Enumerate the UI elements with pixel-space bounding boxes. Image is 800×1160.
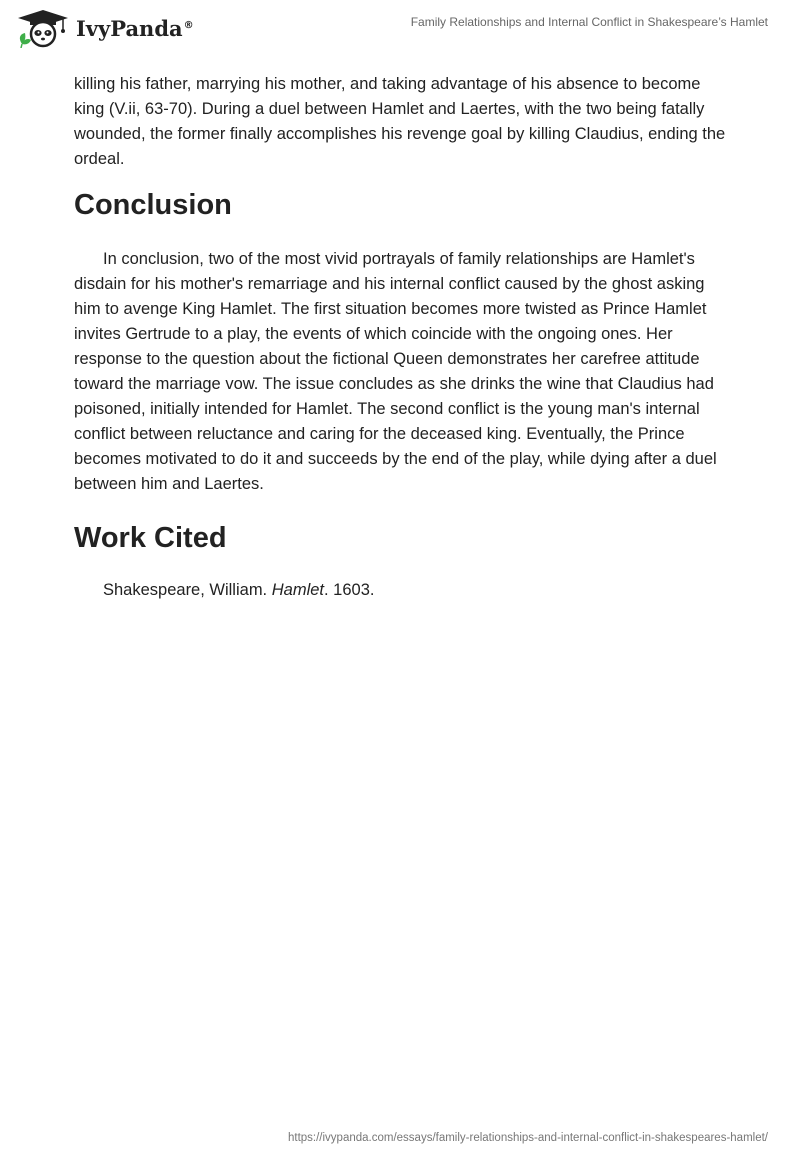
essay-content: [74, 72, 734, 603]
conclusion-heading: Conclusion: [74, 189, 232, 221]
citation-author: Shakespeare, William.: [103, 581, 272, 599]
conclusion-paragraph: In conclusion, two of the most vivid portrayals of family relationships are Hamlet's disdain for his mother's remarriage and his internal conflict caused by the ghost asking him to avenge King Hamlet. The first situation becomes more twisted as Prince Hamlet invites Gertrude to a play, the events of which coincide with the ongoing ones. Her response to the question about the fictional Queen demonstrates her carefree attitude toward the marriage vow. The issue concludes as she drinks the wine that Claudius had poisoned, initially intended for Hamlet. The second conflict is the young man's internal conflict between reluctance and caring for the deceased king. Eventually, the Prince becomes motivated to do it and succeeds by the end of the play, while dying after a duel between him and Laertes.: [74, 250, 717, 493]
citation-title: Hamlet: [271, 581, 324, 599]
brand-label: IvyPanda: [76, 15, 183, 41]
works-cited-heading: Work Cited: [74, 522, 227, 554]
brand-name: [76, 16, 194, 41]
intro-paragraph: killing his father, marrying his mother, and taking advantage of his absence to become king (V.ii, 63-70). During a duel between Hamlet and Laertes, with the two being fatally wounded, the former finally accomplishes his revenge goal by killing Claudius, ending the ordeal.: [74, 75, 726, 168]
citation-entry: [74, 578, 734, 603]
registered-mark: ®: [183, 19, 194, 31]
citation-details: . 1603.: [324, 581, 375, 599]
document-title: Family Relationships and Internal Conflict in Shakespeare’s Hamlet: [410, 15, 768, 29]
ivypanda-logo[interactable]: [16, 8, 194, 48]
source-url-link[interactable]: https://ivypanda.com/essays/family-relationships-and-internal-conflict-in-shakespeares-hamlet/: [287, 1132, 768, 1144]
page-header: [0, 0, 800, 62]
panda-graduation-cap-icon: [16, 8, 70, 48]
